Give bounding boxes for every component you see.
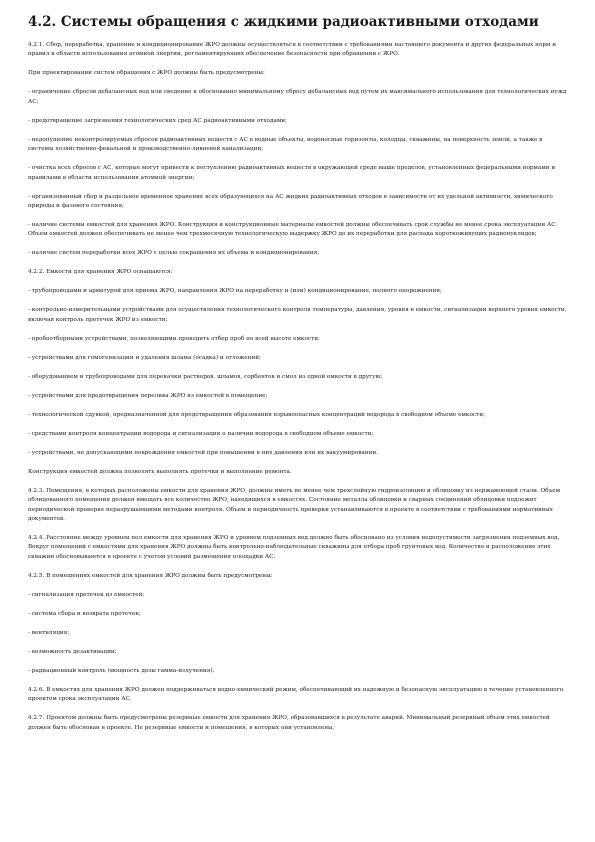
paragraph: 4.2.4. Расстояние между уровнем пол емкости для хранения ЖРО и уровнем подземных вод должно быть обосновано из условия недопустимости загрязнения подземных вод. Вокруг помещений с емкостями для хранения ЖРО должны быть контрольно-наблюдательные скважины для отбора проб грунтовых вод. Количество и расположение этих скважин обосновываются в проекте с учетом условий размещения площадки АС. xyxy=(28,535,560,560)
document-body xyxy=(28,41,567,733)
paragraph: - предотвращение загрязнения технологических сред АС радиоактивными отходами; xyxy=(28,117,287,124)
paragraph: 4.2.6. В емкостях для хранения ЖРО должен поддерживаться водно-химический режим, обеспечивающий их надежную и безопасную эксплуатацию в течение установленного проектом срока эксплуатации АС. xyxy=(28,686,564,703)
paragraph: - организованный сбор и раздельное временное хранение всех образующихся на АС жидких радиоактивных отходов в зависимости от их удельной активности, химического природы и фазового состояния; xyxy=(28,193,553,210)
paragraph: - возможность дезактивации; xyxy=(28,648,117,655)
paragraph: - недопущение неконтролируемых сбросов радиоактивных веществ с АС в водные объекты, водоносные горизонты, колодцы, скважины, на поверхность земли, а также в системы хозяйственно-фекальной и производственно-ливневой канализации; xyxy=(28,136,543,153)
paragraph: - сигнализация протечек из емкостей; xyxy=(28,591,145,598)
paragraph: - пробоотборными устройствами, позволяющими проводить отбор проб по всей высоте емкости; xyxy=(28,335,320,342)
paragraph: - технологической сдувкой, предназначенной для предотвращения образования взрывоопасных концентраций водорода в свободном объеме емкости; xyxy=(28,411,485,418)
paragraph: 4.2.7. Проектом должны быть предусмотрены резервные емкости для хранения ЖРО, образовавшихся в результате аварий. Минимальный резервный объем этих емкостей должен быть обоснован в проекте. Не резервные емкости и помещения, в которых они установлены, xyxy=(28,715,550,731)
paragraph: - наличие системы емкостей для хранения ЖРО. Конструкция и конструкционные материалы емкостей должны обеспечивать срок службы не менее срока эксплуатации АС. Объем емкостей должен обеспечивать не менее чем трехмесячную технологическую выдержку ЖРО до их переработки для распада короткоживущих радионуклидов; xyxy=(28,222,558,238)
paragraph: 4.2.1. Сбор, переработка, хранение и кондиционирование ЖРО должны осуществляться в соответствии с требованиями настоящего документа и других федеральных норм и правил в области использования атомной энергии, регламентирующих обеспечение безопасности при обращении с ЖРО. xyxy=(28,42,556,58)
paragraph: - устройствами для гомогенизации и удаления шлама (осадка) и отложений; xyxy=(28,354,261,361)
paragraph: - средствами контроля концентрации водорода и сигнализации о наличии водорода в свободном объеме емкости; xyxy=(28,430,374,437)
paragraph: - оборудованием и трубопроводами для перекачки растворов, шламов, сорбентов и смол из одной емкости в другую; xyxy=(28,373,383,380)
section-title: 4.2. Системы обращения с жидкими радиоактивными отходами xyxy=(28,14,539,30)
paragraph: - контрольно-измерительными устройствами для осуществления технологического контроля температуры, давления, уровня в емкости, сигнализации верхнего уровня емкости, включая контроль протечек ЖРО из емкости; xyxy=(28,307,567,323)
paragraph: - ограничение сбросов дебалансных вод или сведение к обоснованно минимальному сбросу дебалансных вод путем их максимального использования для технологических нужд АС; xyxy=(28,89,567,105)
paragraph: - радиационный контроль (мощность дозы гамма-излучения). xyxy=(28,667,215,674)
paragraph: - устройствами, не допускающими повреждения емкостей при повышении в них давления или их вакуумировании. xyxy=(28,449,378,456)
paragraph: 4.2.2. Емкости для хранения ЖРО оснащаются: xyxy=(28,269,173,276)
paragraph: - очистка всех сбросов с АС, которые могут привести к поступлению радиоактивных веществ в окружающей среде выше пределов, установленных федеральными нормами и правилами в области использования атомной энергии; xyxy=(28,165,556,181)
paragraph: При проектировании систем обращения с ЖРО должны быть предусмотрены: xyxy=(28,70,265,77)
paragraph: - устройствами для предотвращения перелива ЖРО из емкостей в помещение; xyxy=(28,392,268,399)
paragraph: - наличие систем переработки всех ЖРО с целью сокращения их объема и кондиционирования; xyxy=(28,250,320,257)
paragraph: 4.2.3. Помещения, в которых расположены емкости для хранения ЖРО, должны иметь не менее чем трехслойную гидроизоляцию и облицовку из нержавеющей стали. Объем облицованного помещения должен вмещать все количество ЖРО, находящихся в емкостях. Состояние металла облицовки и сварных соединений облицовки подлежит периодической проверке неразрушающими методами контроля. Объем и периодичность проверки устанавливаются в проекте в соответствии с требованиями нормативных документов. xyxy=(28,487,560,523)
paragraph: - вентиляция; xyxy=(28,629,70,636)
paragraph: - трубопроводами и арматурой для приема ЖРО, направления ЖРО на переработку и (или) кондиционирование, полного опорожнения; xyxy=(28,288,442,295)
paragraph: Конструкция емкостей должна позволять выполнять протечки и выполнение ремонта. xyxy=(28,468,292,475)
paragraph: - система сбора и возврата протечек; xyxy=(28,610,141,617)
paragraph: 4.2.5. В помещениях емкостей для хранения ЖРО должны быть предусмотрены: xyxy=(28,572,273,579)
